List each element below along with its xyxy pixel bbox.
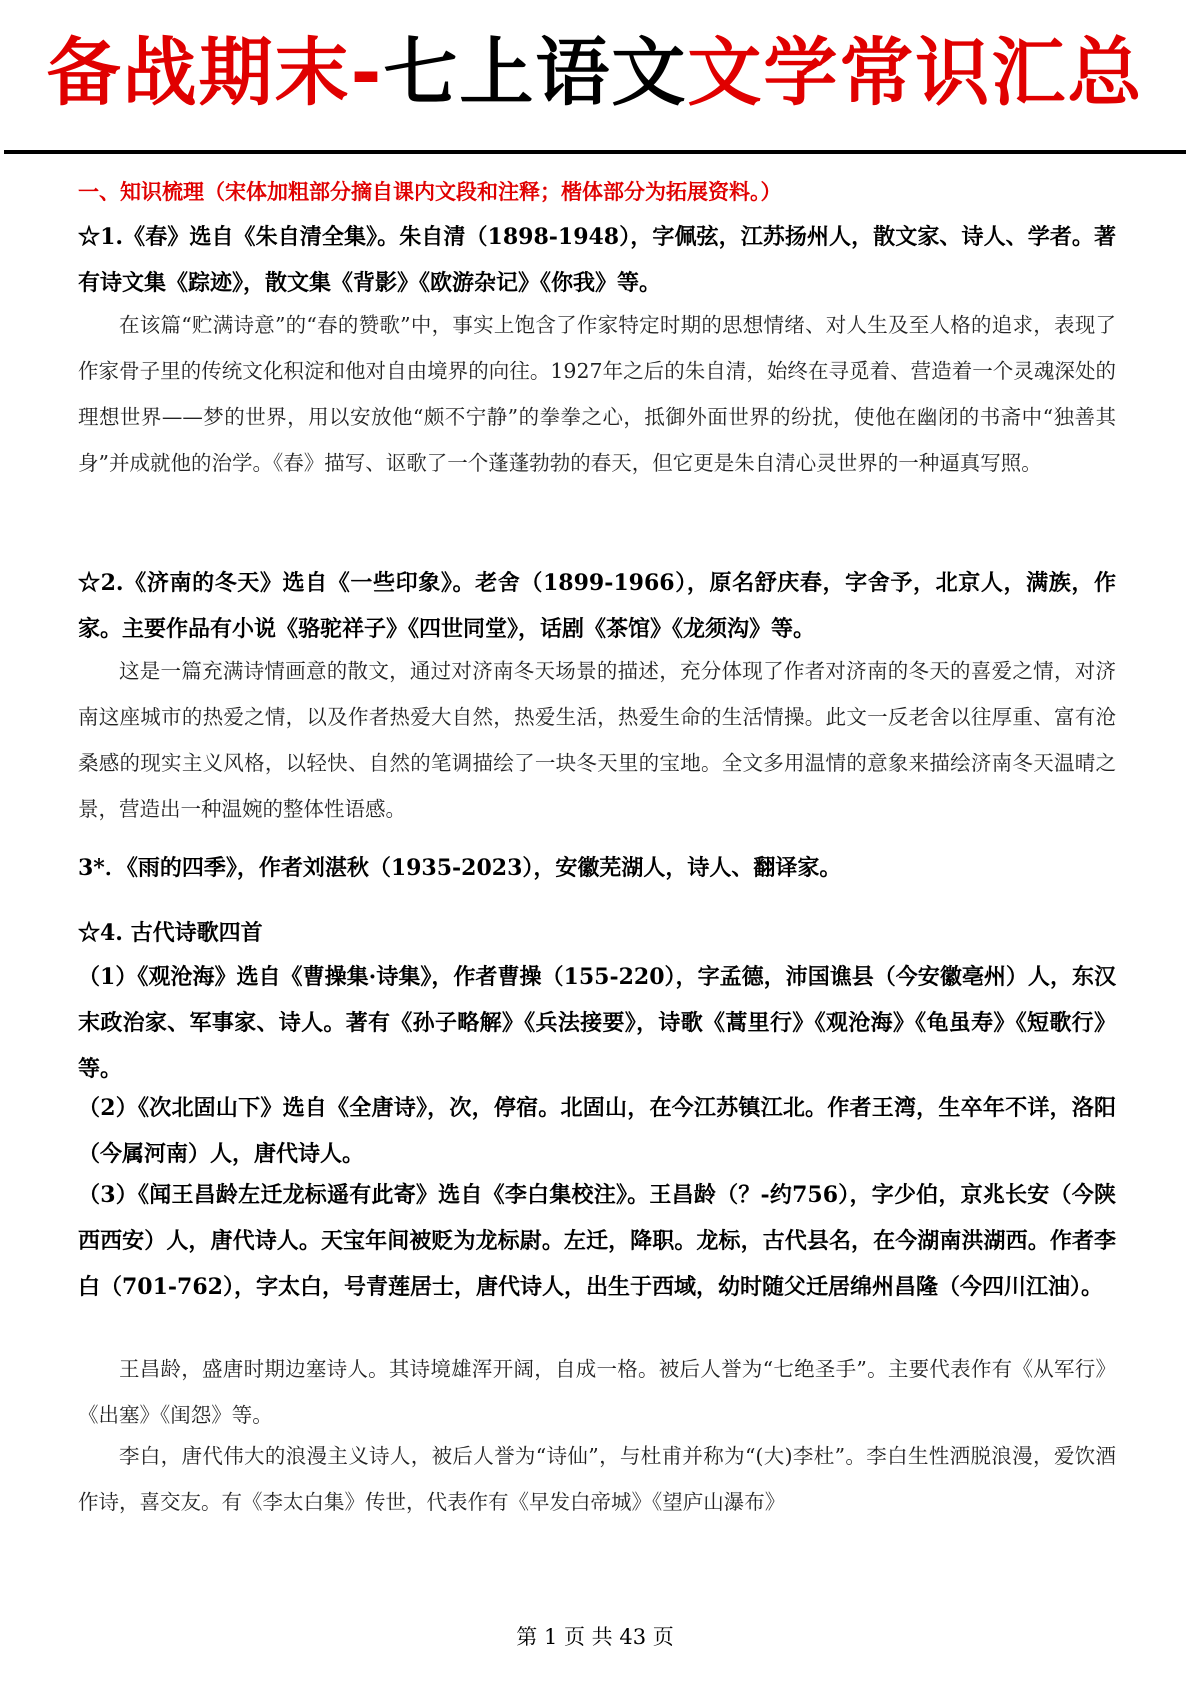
item-2-main: ☆2.《济南的冬天》选自《一些印象》。老舍（1899-1966），原名舒庆春，字舍予，北京人，满族，作家。主要作品有小说《骆驼祥子》《四世同堂》，话剧《茶馆》《龙须沟》等。 bbox=[78, 570, 1116, 642]
item-2-extra: 这是一篇充满诗情画意的散文，通过对济南冬天场景的描述，充分体现了作者对济南的冬天的喜爱之情，对济南这座城市的热爱之情，以及作者热爱大自然，热爱生活，热爱生命的生活情操。此文一反老舍以往厚重、富有沧桑感的现实主义风格，以轻快、自然的笔调描绘了一块冬天里的宝地。全文多用温情的意象来描绘济南冬天温晴之景，营造出一种温婉的整体性语感。 bbox=[78, 659, 1116, 821]
item-3-main: 3*．《雨的四季》，作者刘湛秋（1935-2023），安徽芜湖人，诗人、翻译家。 bbox=[78, 855, 842, 881]
item-4-sub-2: （2）《次北固山下》选自《全唐诗》，次，停宿。北固山，在今江苏镇江北。作者王湾，生卒年不详，洛阳（今属河南）人，唐代诗人。 bbox=[78, 1095, 1116, 1167]
item-4-sub-3: （3）《闻王昌龄左迁龙标遥有此寄》选自《李白集校注》。王昌龄（？-约756），字少伯，京兆长安（今陕西西安）人，唐代诗人。天宝年间被贬为龙标尉。左迁，降职。龙标，古代县名，在今湖南洪湖西。作者李白（701-762），字太白，号青莲居士，唐代诗人，出生于西域，幼时随父迁居绵州昌隆（今四川江油）。 bbox=[78, 1182, 1116, 1300]
item-4-heading: ☆4. 古代诗歌四首 bbox=[78, 920, 263, 946]
page-footer: 第 1 页 共 43 页 bbox=[516, 1625, 674, 1649]
title-part-1: 备战期末- bbox=[46, 30, 384, 116]
item-4-extra-2: 李白，唐代伟大的浪漫主义诗人，被后人誉为“诗仙”，与杜甫并称为“(大)李杜”。李白生性洒脱浪漫，爱饮酒作诗，喜交友。有《李太白集》传世，代表作有《早发白帝城》《望庐山瀑布》 bbox=[78, 1444, 1116, 1514]
item-4-extra-1: 王昌龄，盛唐时期边塞诗人。其诗境雄浑开阔，自成一格。被后人誉为“七绝圣手”。主要代表作有《从军行》《出塞》《闺怨》等。 bbox=[78, 1357, 1116, 1427]
title-part-3: 文学常识汇总 bbox=[687, 30, 1144, 116]
item-4-sub-1: （1）《观沧海》选自《曹操集·诗集》，作者曹操（155-220），字孟德，沛国谯县（今安徽亳州）人，东汉末政治家、军事家、诗人。著有《孙子略解》《兵法接要》，诗歌《蒿里行》《观沧海》《龟虽寿》《短歌行》等。 bbox=[78, 964, 1116, 1082]
item-1-main: ☆1.《春》选自《朱自清全集》。朱自清（1898-1948），字佩弦，江苏扬州人，散文家、诗人、学者。著有诗文集《踪迹》，散文集《背影》《欧游杂记》《你我》等。 bbox=[78, 224, 1116, 296]
title-divider bbox=[4, 150, 1186, 154]
page-title bbox=[0, 18, 1190, 128]
item-1-extra: 在该篇“贮满诗意”的“春的赞歌”中，事实上饱含了作家特定时期的思想情绪、对人生及至人格的追求，表现了作家骨子里的传统文化积淀和他对自由境界的向往。1927年之后的朱自清，始终在寻觅着、营造着一个灵魂深处的理想世界——梦的世界，用以安放他“颇不宁静”的拳拳之心，抵御外面世界的纷扰，使他在幽闭的书斋中“独善其身”并成就他的治学。《春》描写、讴歌了一个蓬蓬勃勃的春天，但它更是朱自清心灵世界的一种逼真写照。 bbox=[78, 313, 1116, 475]
section-heading: 一、知识梳理（宋体加粗部分摘自课内文段和注释；楷体部分为拓展资料。） bbox=[78, 179, 782, 204]
title-part-2: 七上语文 bbox=[383, 30, 688, 116]
